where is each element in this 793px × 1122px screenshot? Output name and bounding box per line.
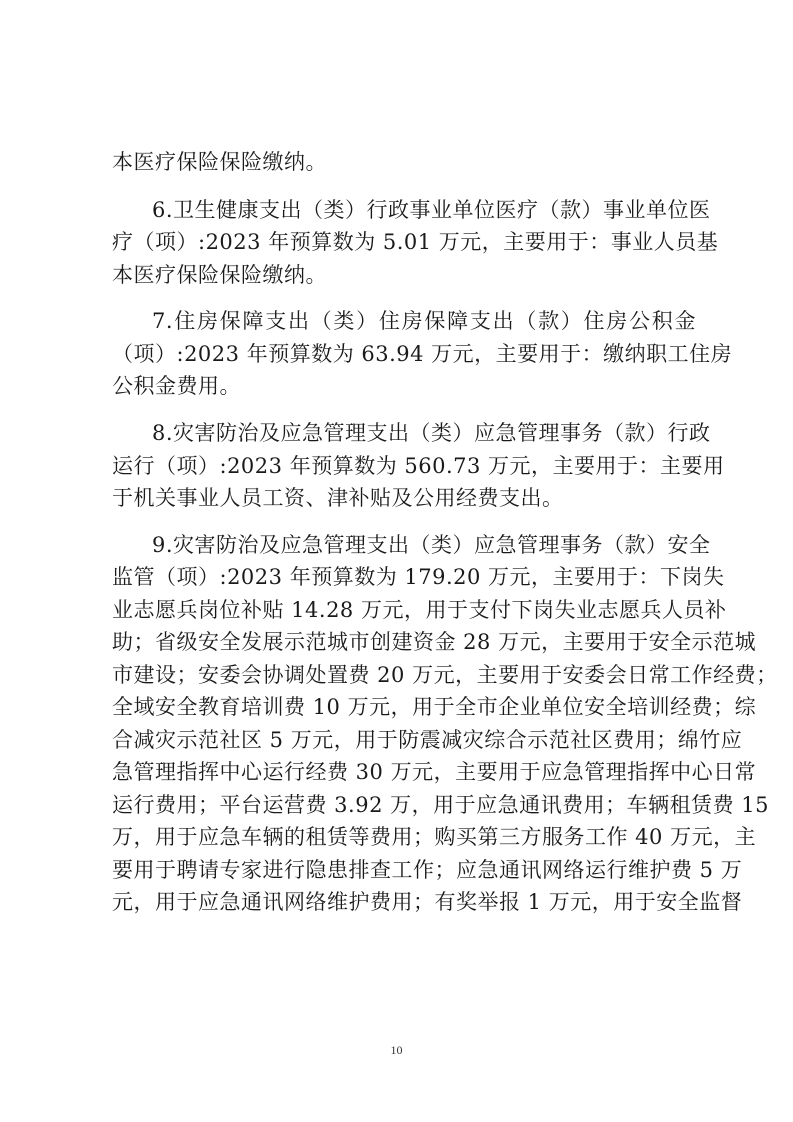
body-line: 9.灾害防治及应急管理支出（类）应急管理事务（款）安全: [152, 533, 711, 557]
body-line: 全域安全教育培训费 10 万元，用于全市企业单位安全培训经费；综: [112, 695, 757, 719]
body-line: 于机关事业人员工资、津补贴及公用经费支出。: [112, 486, 564, 510]
body-line: 本医疗保险保险缴纳。: [112, 150, 327, 174]
body-line: 元，用于应急通讯网络维护费用；有奖举报 1 万元，用于安全监督: [112, 890, 743, 914]
body-line: 助；省级安全发展示范城市创建资金 28 万元，主要用于安全示范城: [112, 630, 757, 654]
body-line: 本医疗保险保险缴纳。: [112, 263, 327, 287]
page-number: 10: [390, 1043, 403, 1057]
body-line: 运行费用；平台运营费 3.92 万，用于应急通讯费用；车辆租赁费 15: [112, 793, 770, 817]
body-line: 公积金费用。: [112, 374, 241, 398]
body-line: 万，用于应急车辆的租赁等费用；购买第三方服务工作 40 万元，主: [112, 825, 757, 849]
body-line: 急管理指挥中心运行经费 30 万元，主要用于应急管理指挥中心日常: [112, 760, 757, 784]
body-line: 运行（项）:2023 年预算数为 560.73 万元，主要用于：主要用: [112, 454, 725, 478]
body-line: 6.卫生健康支出（类）行政事业单位医疗（款）事业单位医: [152, 198, 711, 222]
body-line: 要用于聘请专家进行隐患排查工作；应急通讯网络运行维护费 5 万: [112, 858, 743, 882]
body-line: 合减灾示范社区 5 万元，用于防震减灾综合示范社区费用；绵竹应: [112, 728, 743, 752]
body-line: 7.住房保障支出（类）住房保障支出（款）住房公积金: [152, 309, 696, 333]
body-line: 8.灾害防治及应急管理支出（类）应急管理事务（款）行政: [152, 421, 711, 445]
body-line: 监管（项）:2023 年预算数为 179.20 万元，主要用于：下岗失: [112, 565, 725, 589]
body-line: 市建设；安委会协调处置费 20 万元，主要用于安委会日常工作经费；: [112, 663, 778, 687]
body-line: 业志愿兵岗位补贴 14.28 万元，用于支付下岗失业志愿兵人员补: [112, 598, 727, 622]
body-line: （项）:2023 年预算数为 63.94 万元，主要用于：缴纳职工住房: [112, 342, 733, 366]
body-line: 疗（项）:2023 年预算数为 5.01 万元，主要用于：事业人员基: [112, 230, 719, 254]
